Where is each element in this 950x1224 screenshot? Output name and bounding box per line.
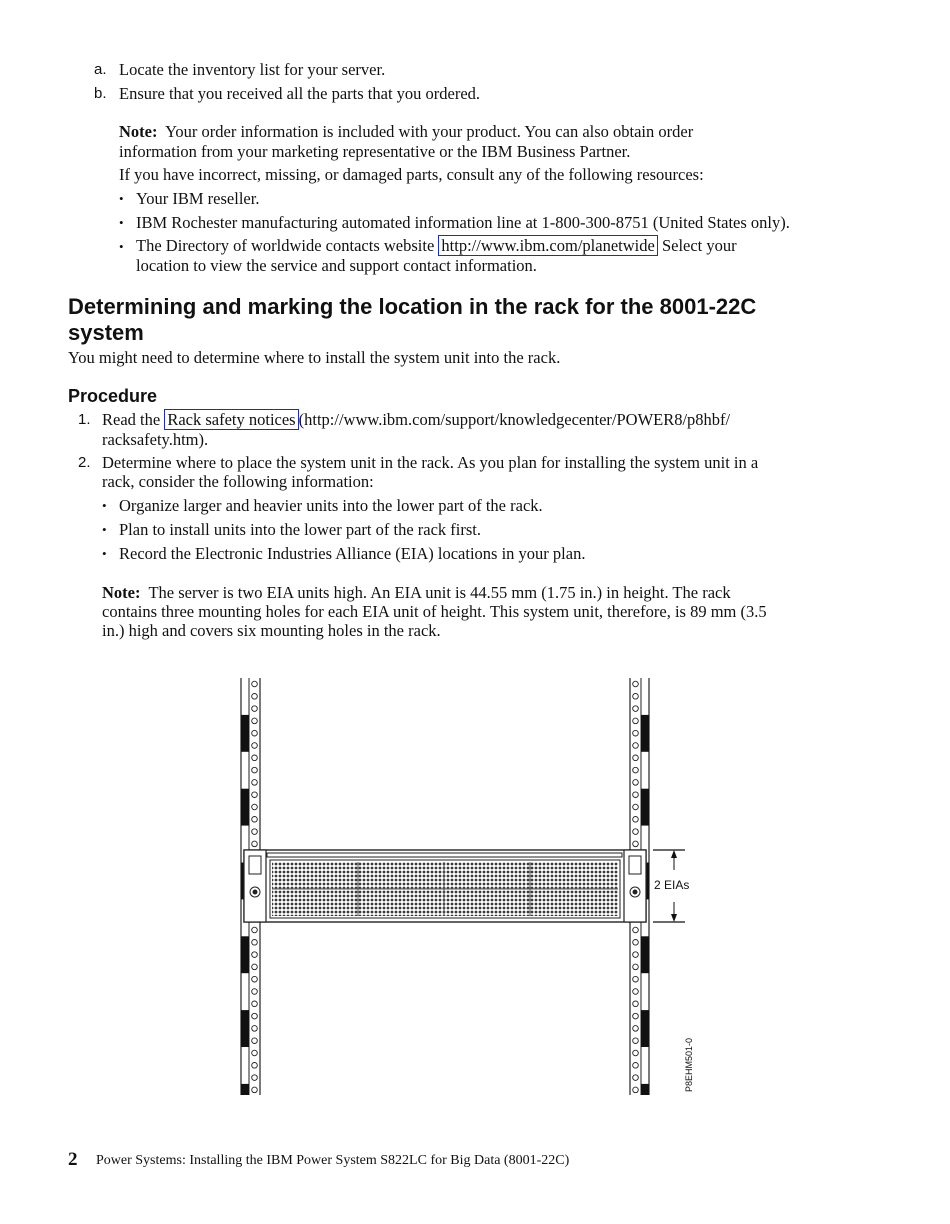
resource-item-2: IBM Rochester manufacturing automated information line at 1-800-300-8751 (United States only). <box>136 213 790 232</box>
rail-hole <box>633 767 639 773</box>
rail-hole <box>252 964 258 970</box>
sub-item-3: Record the Electronic Industries Alliance (EIA) locations in your plan. <box>119 544 586 563</box>
rail-hole <box>633 1013 639 1019</box>
rail-hole <box>252 718 258 724</box>
list-marker-a: a. <box>94 61 107 78</box>
rail-hole <box>633 1063 639 1069</box>
rail-hole <box>252 755 258 761</box>
rail-hole <box>633 1075 639 1081</box>
rail-hole <box>633 755 639 761</box>
rail-hole <box>633 718 639 724</box>
rail-hole <box>252 681 258 687</box>
rail-hole <box>633 940 639 946</box>
rail-hole <box>252 817 258 823</box>
sub-item-1: Organize larger and heavier units into the lower part of the rack. <box>119 496 543 515</box>
resource-item-3-before: The Directory of worldwide contacts website <box>136 236 435 255</box>
note-1-line-1 <box>119 122 693 142</box>
sub-bullet-2: • <box>102 522 107 537</box>
eia-mark <box>241 715 249 752</box>
eia-label: 2 EIAs <box>654 878 690 892</box>
rail-hole <box>633 817 639 823</box>
eia-mark <box>241 936 249 973</box>
rail-hole <box>252 841 258 847</box>
eia-mark <box>641 789 649 826</box>
section-intro: You might need to determine where to install the system unit into the rack. <box>68 348 561 367</box>
footer-title: Power Systems: Installing the IBM Power System S822LC for Big Data (8001-22C) <box>96 1153 570 1168</box>
step-b-text: Ensure that you received all the parts that you ordered. <box>119 84 481 103</box>
resource-item-3-line-2: location to view the service and support contact information. <box>136 256 537 275</box>
rail-hole <box>252 743 258 749</box>
rail-hole <box>633 681 639 687</box>
figure-id: P8EHM501-0 <box>684 1037 694 1092</box>
eia-mark <box>641 715 649 752</box>
eia-mark <box>641 936 649 973</box>
rail-hole <box>252 1001 258 1007</box>
step-1-line-2: racksafety.htm). <box>102 430 209 449</box>
sub-bullet-3: • <box>102 546 107 561</box>
rail-hole <box>252 706 258 712</box>
rail-hole <box>252 694 258 700</box>
planetwide-link[interactable]: http://www.ibm.com/planetwide <box>438 235 657 256</box>
rail-hole <box>252 829 258 835</box>
rail-hole <box>252 780 258 786</box>
bullet-2: • <box>119 215 124 230</box>
resources-intro: If you have incorrect, missing, or damaged parts, consult any of the following resources: <box>119 165 704 184</box>
note-2-line-3: in.) high and covers six mounting holes in the rack. <box>102 621 441 640</box>
resource-item-3 <box>136 236 737 256</box>
bullet-3: • <box>119 239 124 254</box>
note-2-text-1: The server is two EIA units high. An EIA unit is 44.55 mm (1.75 in.) in height. The rack <box>148 583 731 602</box>
note-1-line-2: information from your marketing representative or the IBM Business Partner. <box>119 142 631 161</box>
rail-hole <box>633 792 639 798</box>
resource-item-1: Your IBM reseller. <box>136 189 260 208</box>
note-2-line-1 <box>102 583 731 603</box>
rail-hole <box>633 743 639 749</box>
rail-hole <box>252 1013 258 1019</box>
sub-bullet-1: • <box>102 498 107 513</box>
page-number: 2 <box>68 1149 78 1170</box>
note-2-label: Note: <box>102 583 141 602</box>
rail-hole <box>252 730 258 736</box>
rail-hole <box>252 952 258 958</box>
rail-hole <box>252 1063 258 1069</box>
eia-mark <box>241 1084 249 1095</box>
rail-hole <box>252 940 258 946</box>
step-1-line-1 <box>102 410 730 430</box>
eia-mark <box>641 1084 649 1095</box>
rail-hole <box>252 1050 258 1056</box>
rail-hole <box>633 1001 639 1007</box>
rail-hole <box>633 976 639 982</box>
eia-mark <box>241 789 249 826</box>
rail-hole <box>252 1087 258 1093</box>
rail-hole <box>633 952 639 958</box>
section-title-line-2: system <box>68 320 144 345</box>
step-1-number: 1. <box>78 411 91 428</box>
rack-safety-notices-link[interactable]: Rack safety notices <box>164 409 298 430</box>
rail-hole <box>633 829 639 835</box>
rail-hole <box>252 1075 258 1081</box>
step-1-after: (http://www.ibm.com/support/knowledgecenter/POWER8/p8hbf/ <box>298 410 731 429</box>
rail-hole <box>633 706 639 712</box>
step-2-line-2: rack, consider the following information: <box>102 472 374 491</box>
rail-hole <box>633 804 639 810</box>
rack-diagram <box>230 670 710 1100</box>
procedure-heading: Procedure <box>68 386 158 406</box>
rail-hole <box>252 804 258 810</box>
rail-hole <box>633 730 639 736</box>
rail-hole <box>633 927 639 933</box>
section-title-line-1: Determining and marking the location in the rack for the 8001-22C <box>68 294 757 319</box>
rail-hole <box>633 694 639 700</box>
note-2-line-2: contains three mounting holes for each EIA unit of height. This system unit, therefore, is 89 mm (3.5 <box>102 602 767 621</box>
rail-hole <box>252 767 258 773</box>
rail-hole <box>633 1050 639 1056</box>
eia-mark <box>241 1010 249 1047</box>
rail-hole <box>252 989 258 995</box>
step-2-number: 2. <box>78 454 91 471</box>
note-1-text-1: Your order information is included with your product. You can also obtain order <box>165 122 694 141</box>
rail-hole <box>252 927 258 933</box>
step-a-text: Locate the inventory list for your server. <box>119 60 386 79</box>
rail-hole <box>633 989 639 995</box>
rail-hole <box>252 1038 258 1044</box>
rail-hole <box>252 1026 258 1032</box>
step-1-before: Read the <box>102 410 161 429</box>
note-1-label: Note: <box>119 122 158 141</box>
rail-hole <box>633 1026 639 1032</box>
rail-hole <box>633 1038 639 1044</box>
rail-hole <box>633 780 639 786</box>
step-2-line-1: Determine where to place the system unit in the rack. As you plan for installing the system unit in a <box>102 453 759 472</box>
list-marker-b: b. <box>94 85 107 102</box>
rail-hole <box>633 1087 639 1093</box>
rail-hole <box>252 792 258 798</box>
sub-item-2: Plan to install units into the lower part of the rack first. <box>119 520 482 539</box>
rail-hole <box>252 976 258 982</box>
eia-mark <box>641 1010 649 1047</box>
resource-item-3-after: Select your <box>661 236 737 255</box>
rail-hole <box>633 964 639 970</box>
bullet-1: • <box>119 191 124 206</box>
rail-hole <box>633 841 639 847</box>
